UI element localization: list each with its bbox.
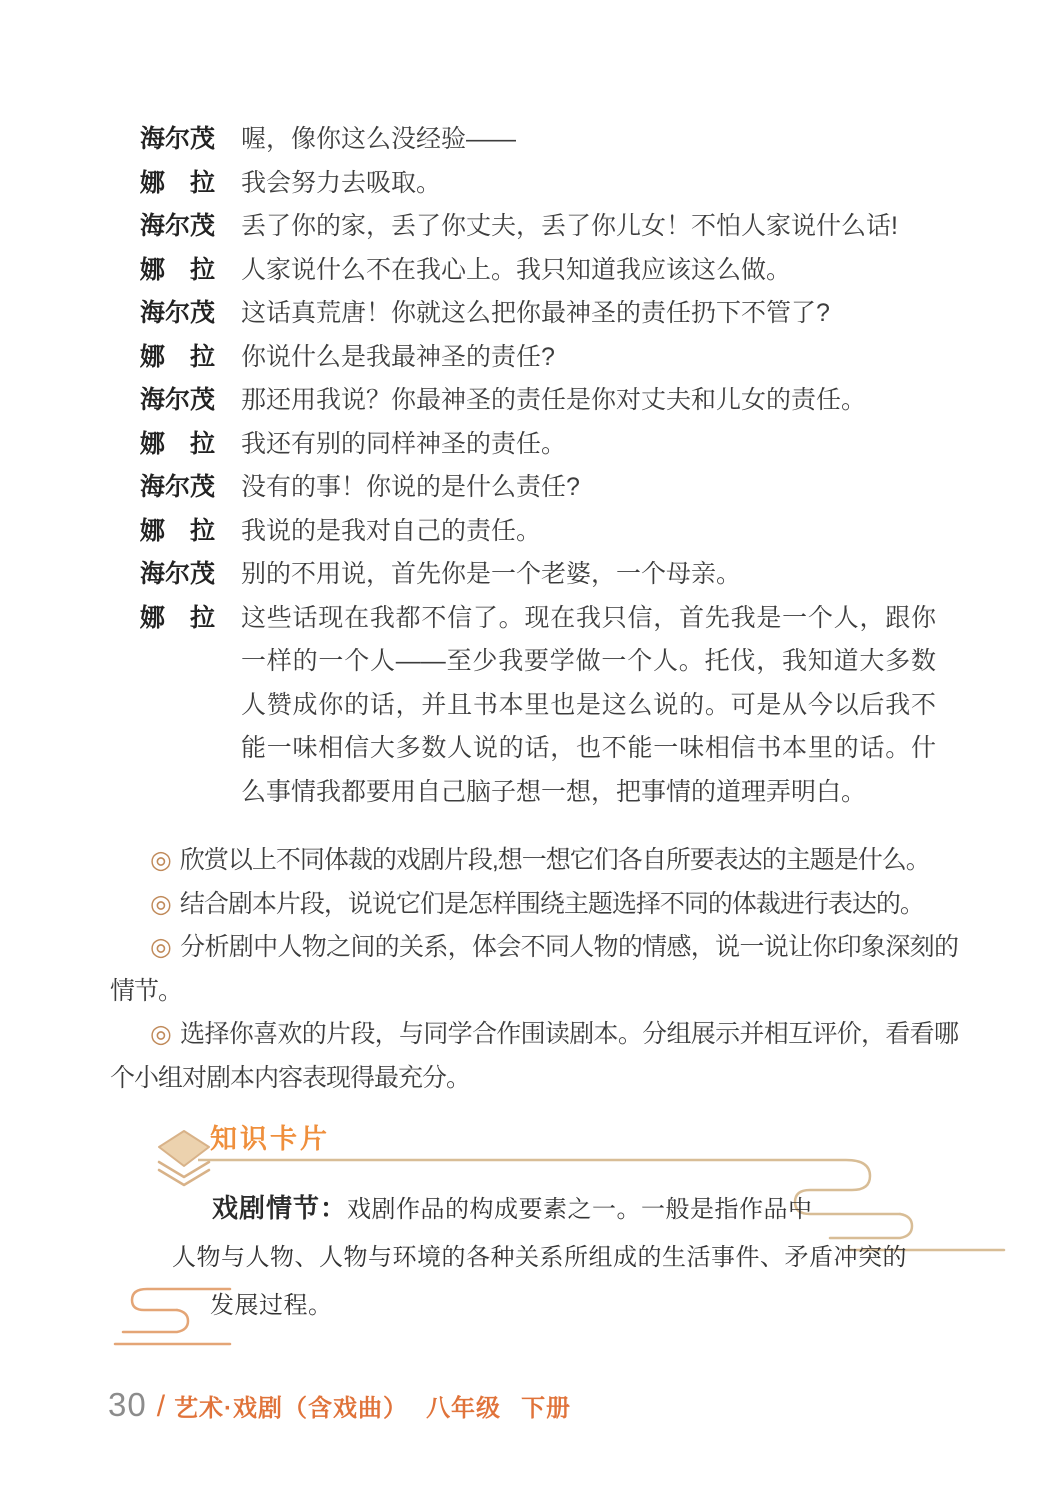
definition-text: 戏剧作品的构成要素之一。一般是指作品中 <box>347 1195 813 1223</box>
dialogue-row <box>140 336 936 380</box>
dialogue-row <box>140 118 936 162</box>
page-number: 30 <box>108 1386 147 1423</box>
question-item <box>110 1013 958 1100</box>
speaker-name: 娜 拉 <box>140 342 216 371</box>
knowledge-card-line <box>212 1184 972 1233</box>
dialogue-text: 人家说什么不在我心上。我只知道我应该这么做。 <box>241 255 792 284</box>
question-text: 分析剧中人物之间的关系，体会不同人物的情感，说一说让你印象深刻的情节。 <box>110 933 958 1005</box>
page-footer <box>108 1386 571 1424</box>
term-label: 戏剧情节： <box>212 1193 348 1223</box>
dialogue-row <box>140 553 936 597</box>
double-circle-bullet-icon: ◎ <box>150 933 172 961</box>
question-text: 选择你喜欢的片段，与同学合作围读剧本。分组展示并相互评价，看看哪个小组对剧本内容表现得最充分。 <box>110 1020 958 1092</box>
dialogue-text: 这些话现在我都不信了。现在我只信，首先我是一个人，跟你一样的一个人——至少我要学做一个人。托伐，我知道大多数人赞成你的话，并且书本里也是这么说的。可是从今以后我不能一味相信大多数人说的话，也不能一味相信书本里的话。什么事情我都要用自己脑子想一想，把事情的道理弄明白。 <box>241 603 936 806</box>
speaker-name: 海尔茂 <box>140 560 216 588</box>
question-text: 结合剧本片段，说说它们是怎样围绕主题选择不同的体裁进行表达的。 <box>179 889 924 918</box>
speaker-name: 娜 拉 <box>140 516 216 545</box>
dialogue-row <box>140 379 936 423</box>
speaker-name: 娜 拉 <box>140 168 216 197</box>
dialogue-row <box>140 292 936 336</box>
questions-section <box>110 839 958 1100</box>
dialogue-row <box>140 510 936 554</box>
dialogue-row <box>140 466 936 510</box>
cloud-scroll-decoration <box>85 1281 237 1357</box>
dialogue-text: 这话真荒唐！你就这么把你最神圣的责任扔下不管了? <box>241 299 830 327</box>
knowledge-card-line: 发展过程。 <box>210 1291 333 1319</box>
dialogue-row <box>140 205 936 249</box>
dialogue-text: 别的不用说，首先你是一个老婆，一个母亲。 <box>241 560 742 588</box>
knowledge-card-body <box>172 1184 972 1329</box>
footer-separator: / <box>156 1390 166 1423</box>
dialogue-text: 喔，像你这么没经验—— <box>241 125 517 153</box>
speaker-name: 娜 拉 <box>140 255 216 284</box>
double-circle-bullet-icon: ◎ <box>150 1020 172 1048</box>
speaker-name: 娜 拉 <box>140 603 216 632</box>
knowledge-card <box>110 1122 1030 1372</box>
dialogue-text: 那还用我说？你最神圣的责任是你对丈夫和儿女的责任。 <box>241 386 867 414</box>
speaker-name: 娜 拉 <box>140 429 216 458</box>
question-text: 欣赏以上不同体裁的戏剧片段,想一想它们各自所要表达的主题是什么。 <box>179 846 930 874</box>
double-circle-bullet-icon: ◎ <box>150 846 171 874</box>
dialogue-text: 没有的事！你说的是什么责任? <box>241 473 580 501</box>
book-title: 艺术·戏剧（含戏曲） <box>174 1395 409 1422</box>
knowledge-card-title: 知识卡片 <box>210 1124 330 1154</box>
question-item <box>110 839 958 883</box>
dialogue-row <box>140 597 936 815</box>
speaker-name: 海尔茂 <box>140 212 216 240</box>
knowledge-card-line: 人物与人物、人物与环境的各种关系所组成的生活事件、矛盾冲突的 <box>172 1243 907 1271</box>
dialogue-row <box>140 423 936 467</box>
question-item <box>110 883 958 927</box>
dialogue-text: 我会努力去吸取。 <box>241 168 442 197</box>
dialogue-section <box>140 118 936 814</box>
double-circle-bullet-icon: ◎ <box>150 889 171 918</box>
volume-label: 下册 <box>521 1395 572 1422</box>
speaker-name: 海尔茂 <box>140 125 216 153</box>
dialogue-text: 你说什么是我最神圣的责任? <box>241 342 555 371</box>
dialogue-text: 丢了你的家，丢了你丈夫，丢了你儿女！不怕人家说什么话! <box>241 212 898 240</box>
dialogue-row <box>140 162 936 206</box>
grade-label: 八年级 <box>426 1395 502 1422</box>
question-item <box>110 926 958 1013</box>
dialogue-row <box>140 249 936 293</box>
dialogue-text: 我说的是我对自己的责任。 <box>241 516 542 545</box>
dialogue-text: 我还有别的同样神圣的责任。 <box>241 429 567 458</box>
speaker-name: 海尔茂 <box>140 299 216 327</box>
speaker-name: 海尔茂 <box>140 473 216 501</box>
speaker-name: 海尔茂 <box>140 386 216 414</box>
